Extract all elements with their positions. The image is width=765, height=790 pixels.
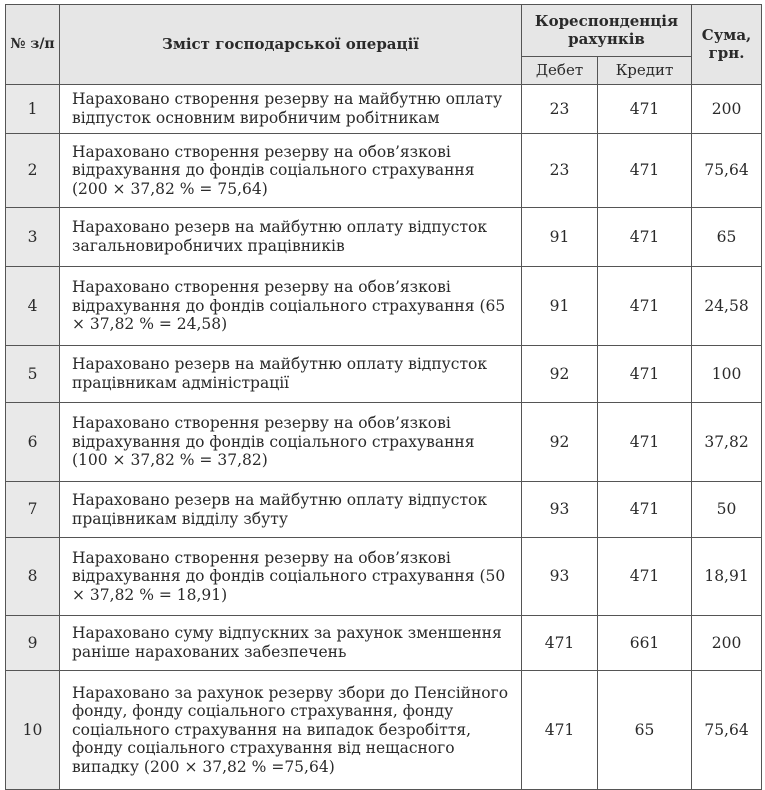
row-number: 10 xyxy=(6,671,60,790)
row-sum: 18,91 xyxy=(692,538,762,616)
row-debit: 91 xyxy=(522,208,598,267)
row-debit: 92 xyxy=(522,346,598,403)
header-number: № з/п xyxy=(6,5,60,85)
row-credit: 471 xyxy=(598,482,692,538)
table-row xyxy=(6,267,762,346)
row-credit: 471 xyxy=(598,538,692,616)
header-content: Зміст господарської операції xyxy=(60,5,522,85)
row-sum: 200 xyxy=(692,85,762,134)
row-content: Нараховано створення резерву на обов’язкові відрахування до фондів соціального страхування (65 × 37,82 % = 24,58) xyxy=(60,267,522,346)
header-debit: Дебет xyxy=(522,57,598,85)
row-content: Нараховано створення резерву на обов’язкові відрахування до фондів соціального страхування (100 × 37,82 % = 37,82) xyxy=(60,403,522,482)
row-sum: 50 xyxy=(692,482,762,538)
row-content: Нараховано резерв на майбутню оплату відпусток працівникам відділу збуту xyxy=(60,482,522,538)
header-credit: Кредит xyxy=(598,57,692,85)
table-row xyxy=(6,403,762,482)
row-debit: 23 xyxy=(522,85,598,134)
row-debit: 23 xyxy=(522,134,598,208)
row-content: Нараховано створення резерву на обов’язкові відрахування до фондів соціального страхування (50 × 37,82 % = 18,91) xyxy=(60,538,522,616)
row-content: Нараховано створення резерву на майбутню оплату відпусток основним виробничим робітникам xyxy=(60,85,522,134)
row-debit: 471 xyxy=(522,616,598,671)
table-row xyxy=(6,134,762,208)
row-content: Нараховано суму відпускних за рахунок зменшення раніше нарахованих забезпечень xyxy=(60,616,522,671)
table-row xyxy=(6,482,762,538)
row-debit: 471 xyxy=(522,671,598,790)
row-number: 6 xyxy=(6,403,60,482)
row-debit: 93 xyxy=(522,538,598,616)
row-credit: 661 xyxy=(598,616,692,671)
row-sum: 24,58 xyxy=(692,267,762,346)
row-sum: 100 xyxy=(692,346,762,403)
row-number: 4 xyxy=(6,267,60,346)
row-debit: 91 xyxy=(522,267,598,346)
row-credit: 471 xyxy=(598,134,692,208)
row-sum: 37,82 xyxy=(692,403,762,482)
row-number: 7 xyxy=(6,482,60,538)
row-number: 3 xyxy=(6,208,60,267)
accounting-entries-table xyxy=(5,4,762,790)
row-debit: 92 xyxy=(522,403,598,482)
row-credit: 471 xyxy=(598,403,692,482)
row-number: 2 xyxy=(6,134,60,208)
row-sum: 200 xyxy=(692,616,762,671)
table-row xyxy=(6,85,762,134)
row-credit: 471 xyxy=(598,208,692,267)
row-credit: 471 xyxy=(598,346,692,403)
row-number: 9 xyxy=(6,616,60,671)
row-number: 8 xyxy=(6,538,60,616)
row-content: Нараховано резерв на майбутню оплату відпусток загальновиробничих працівників xyxy=(60,208,522,267)
table-row xyxy=(6,346,762,403)
row-content: Нараховано резерв на майбутню оплату відпусток працівникам адміністрації xyxy=(60,346,522,403)
header-correspondence: Кореспонденція рахунків xyxy=(522,5,692,57)
row-sum: 75,64 xyxy=(692,134,762,208)
row-credit: 471 xyxy=(598,267,692,346)
row-number: 1 xyxy=(6,85,60,134)
table-row xyxy=(6,671,762,790)
row-sum: 65 xyxy=(692,208,762,267)
table-row xyxy=(6,208,762,267)
header-sum: Сума, грн. xyxy=(692,5,762,85)
row-content: Нараховано створення резерву на обов’язкові відрахування до фондів соціального страхування (200 × 37,82 % = 75,64) xyxy=(60,134,522,208)
row-debit: 93 xyxy=(522,482,598,538)
row-credit: 471 xyxy=(598,85,692,134)
table-row xyxy=(6,538,762,616)
row-credit: 65 xyxy=(598,671,692,790)
row-content: Нараховано за рахунок резерву збори до Пенсійного фонду, фонду соціального страхування, фонду соціального страхування на випадок безробіття, фонду соціального страхування від нещасного випадку (200 × 37,82 % =75,64) xyxy=(60,671,522,790)
row-sum: 75,64 xyxy=(692,671,762,790)
table-row xyxy=(6,616,762,671)
row-number: 5 xyxy=(6,346,60,403)
